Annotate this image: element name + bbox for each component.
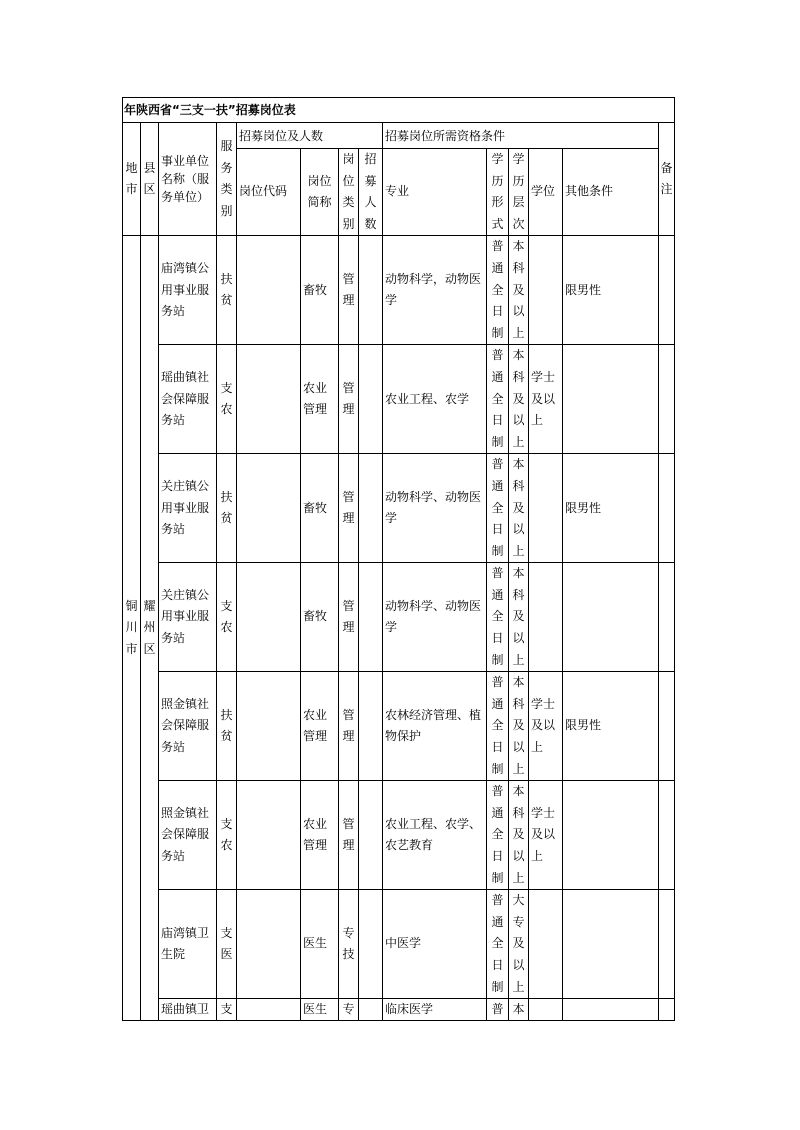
- table-title: 年陕西省“三支一扶”招募岗位表: [123, 98, 675, 123]
- table-row: [123, 563, 675, 672]
- remark-cell: [659, 454, 675, 563]
- edu-level-cell: 本科及以上: [509, 672, 529, 781]
- count-cell: [359, 672, 383, 781]
- short-name-cell: 畜牧: [301, 236, 339, 345]
- major-cell: 农业工程、农学: [383, 345, 487, 454]
- other-cell: [563, 999, 659, 1021]
- degree-cell: [529, 454, 563, 563]
- count-cell: [359, 563, 383, 672]
- service-cell: 支农: [217, 345, 237, 454]
- count-cell: [359, 236, 383, 345]
- category-cell: 管理: [339, 672, 359, 781]
- edu-level-cell: 本科及以上: [509, 345, 529, 454]
- remark-cell: [659, 999, 675, 1021]
- major-cell: 中医学: [383, 890, 487, 999]
- other-cell: 限男性: [563, 672, 659, 781]
- code-cell: [237, 236, 301, 345]
- count-cell: [359, 999, 383, 1021]
- table-row: [123, 454, 675, 563]
- header-edu-form: 学历形式: [487, 149, 509, 236]
- table-row: [123, 890, 675, 999]
- table-row: [123, 672, 675, 781]
- header-major: 专业: [383, 149, 487, 236]
- degree-cell: 学士及以上: [529, 672, 563, 781]
- header-unit: 事业单位名称（服务单位）: [159, 123, 217, 236]
- edu-level-cell: 本科及以上: [509, 781, 529, 890]
- header-positions-group: 招募岗位及人数: [237, 123, 383, 149]
- header-count: 招募人数: [359, 149, 383, 236]
- short-name-cell: 农业管理: [301, 345, 339, 454]
- unit-cell: 照金镇社会保障服务站: [159, 781, 217, 890]
- category-cell: 管理: [339, 454, 359, 563]
- table-row: [123, 345, 675, 454]
- code-cell: [237, 890, 301, 999]
- short-name-cell: 医生: [301, 999, 339, 1021]
- unit-cell: 照金镇社会保障服务站: [159, 672, 217, 781]
- unit-cell: 关庄镇公用事业服务站: [159, 563, 217, 672]
- count-cell: [359, 345, 383, 454]
- other-cell: [563, 781, 659, 890]
- header-short-name: 岗位简称: [301, 149, 339, 236]
- unit-cell: 关庄镇公用事业服务站: [159, 454, 217, 563]
- service-cell: 扶贫: [217, 454, 237, 563]
- edu-form-cell: 普通全日制: [487, 563, 509, 672]
- category-cell: 管理: [339, 236, 359, 345]
- remark-cell: [659, 345, 675, 454]
- degree-cell: 学士及以上: [529, 345, 563, 454]
- degree-cell: [529, 999, 563, 1021]
- edu-form-cell: 普通全日制: [487, 890, 509, 999]
- major-cell: 动物科学，动物医学: [383, 236, 487, 345]
- county-cell: 耀州区: [141, 236, 159, 1021]
- unit-cell: 瑶曲镇社会保障服务站: [159, 345, 217, 454]
- edu-form-cell: 普通全日制: [487, 345, 509, 454]
- service-cell: 支农: [217, 563, 237, 672]
- category-cell: 专: [339, 999, 359, 1021]
- remark-cell: [659, 890, 675, 999]
- remark-cell: [659, 236, 675, 345]
- other-cell: [563, 563, 659, 672]
- count-cell: [359, 890, 383, 999]
- service-cell: 支医: [217, 890, 237, 999]
- edu-form-cell: 普通全日制: [487, 236, 509, 345]
- edu-level-cell: 本科及以上: [509, 236, 529, 345]
- edu-level-cell: 本科及以上: [509, 454, 529, 563]
- short-name-cell: 医生: [301, 890, 339, 999]
- major-cell: 动物科学、动物医学: [383, 454, 487, 563]
- category-cell: 管理: [339, 345, 359, 454]
- unit-cell: 庙湾镇公用事业服务站: [159, 236, 217, 345]
- header-degree: 学位: [529, 149, 563, 236]
- city-cell: 铜川市: [123, 236, 141, 1021]
- header-county: 县区: [141, 123, 159, 236]
- table-row: [123, 999, 675, 1021]
- degree-cell: 学士及以上: [529, 781, 563, 890]
- count-cell: [359, 781, 383, 890]
- short-name-cell: 农业管理: [301, 672, 339, 781]
- code-cell: [237, 345, 301, 454]
- code-cell: [237, 999, 301, 1021]
- degree-cell: [529, 236, 563, 345]
- category-cell: 管理: [339, 781, 359, 890]
- service-cell: 扶贫: [217, 672, 237, 781]
- service-cell: 支农: [217, 781, 237, 890]
- edu-level-cell: 大专及以上: [509, 890, 529, 999]
- short-name-cell: 畜牧: [301, 563, 339, 672]
- header-category: 岗位类别: [339, 149, 359, 236]
- header-other: 其他条件: [563, 149, 659, 236]
- remark-cell: [659, 563, 675, 672]
- code-cell: [237, 781, 301, 890]
- category-cell: 专技: [339, 890, 359, 999]
- code-cell: [237, 563, 301, 672]
- code-cell: [237, 454, 301, 563]
- remark-cell: [659, 781, 675, 890]
- unit-cell: 庙湾镇卫生院: [159, 890, 217, 999]
- header-conditions-group: 招募岗位所需资格条件: [383, 123, 659, 149]
- edu-form-cell: 普通全日制: [487, 672, 509, 781]
- short-name-cell: 畜牧: [301, 454, 339, 563]
- degree-cell: [529, 890, 563, 999]
- edu-form-cell: 普通全日制: [487, 454, 509, 563]
- code-cell: [237, 672, 301, 781]
- other-cell: [563, 345, 659, 454]
- header-city: 地市: [123, 123, 141, 236]
- major-cell: 临床医学: [383, 999, 487, 1021]
- major-cell: 动物科学、动物医学: [383, 563, 487, 672]
- remark-cell: [659, 672, 675, 781]
- header-remark: 备注: [659, 123, 675, 236]
- count-cell: [359, 454, 383, 563]
- service-cell: 支: [217, 999, 237, 1021]
- recruitment-table: [122, 97, 675, 1021]
- edu-level-cell: 本: [509, 999, 529, 1021]
- other-cell: 限男性: [563, 454, 659, 563]
- header-service-type: 服务类别: [217, 123, 237, 236]
- other-cell: 限男性: [563, 236, 659, 345]
- header-code: 岗位代码: [237, 149, 301, 236]
- degree-cell: [529, 563, 563, 672]
- short-name-cell: 农业管理: [301, 781, 339, 890]
- edu-form-cell: 普通全日制: [487, 781, 509, 890]
- header-edu-level: 学历层次: [509, 149, 529, 236]
- category-cell: 管理: [339, 563, 359, 672]
- major-cell: 农林经济管理、植物保护: [383, 672, 487, 781]
- edu-level-cell: 本科及以上: [509, 563, 529, 672]
- other-cell: [563, 890, 659, 999]
- major-cell: 农业工程、农学、农艺教育: [383, 781, 487, 890]
- edu-form-cell: 普: [487, 999, 509, 1021]
- table-row: [123, 781, 675, 890]
- table-row: [123, 236, 675, 345]
- service-cell: 扶贫: [217, 236, 237, 345]
- unit-cell: 瑶曲镇卫: [159, 999, 217, 1021]
